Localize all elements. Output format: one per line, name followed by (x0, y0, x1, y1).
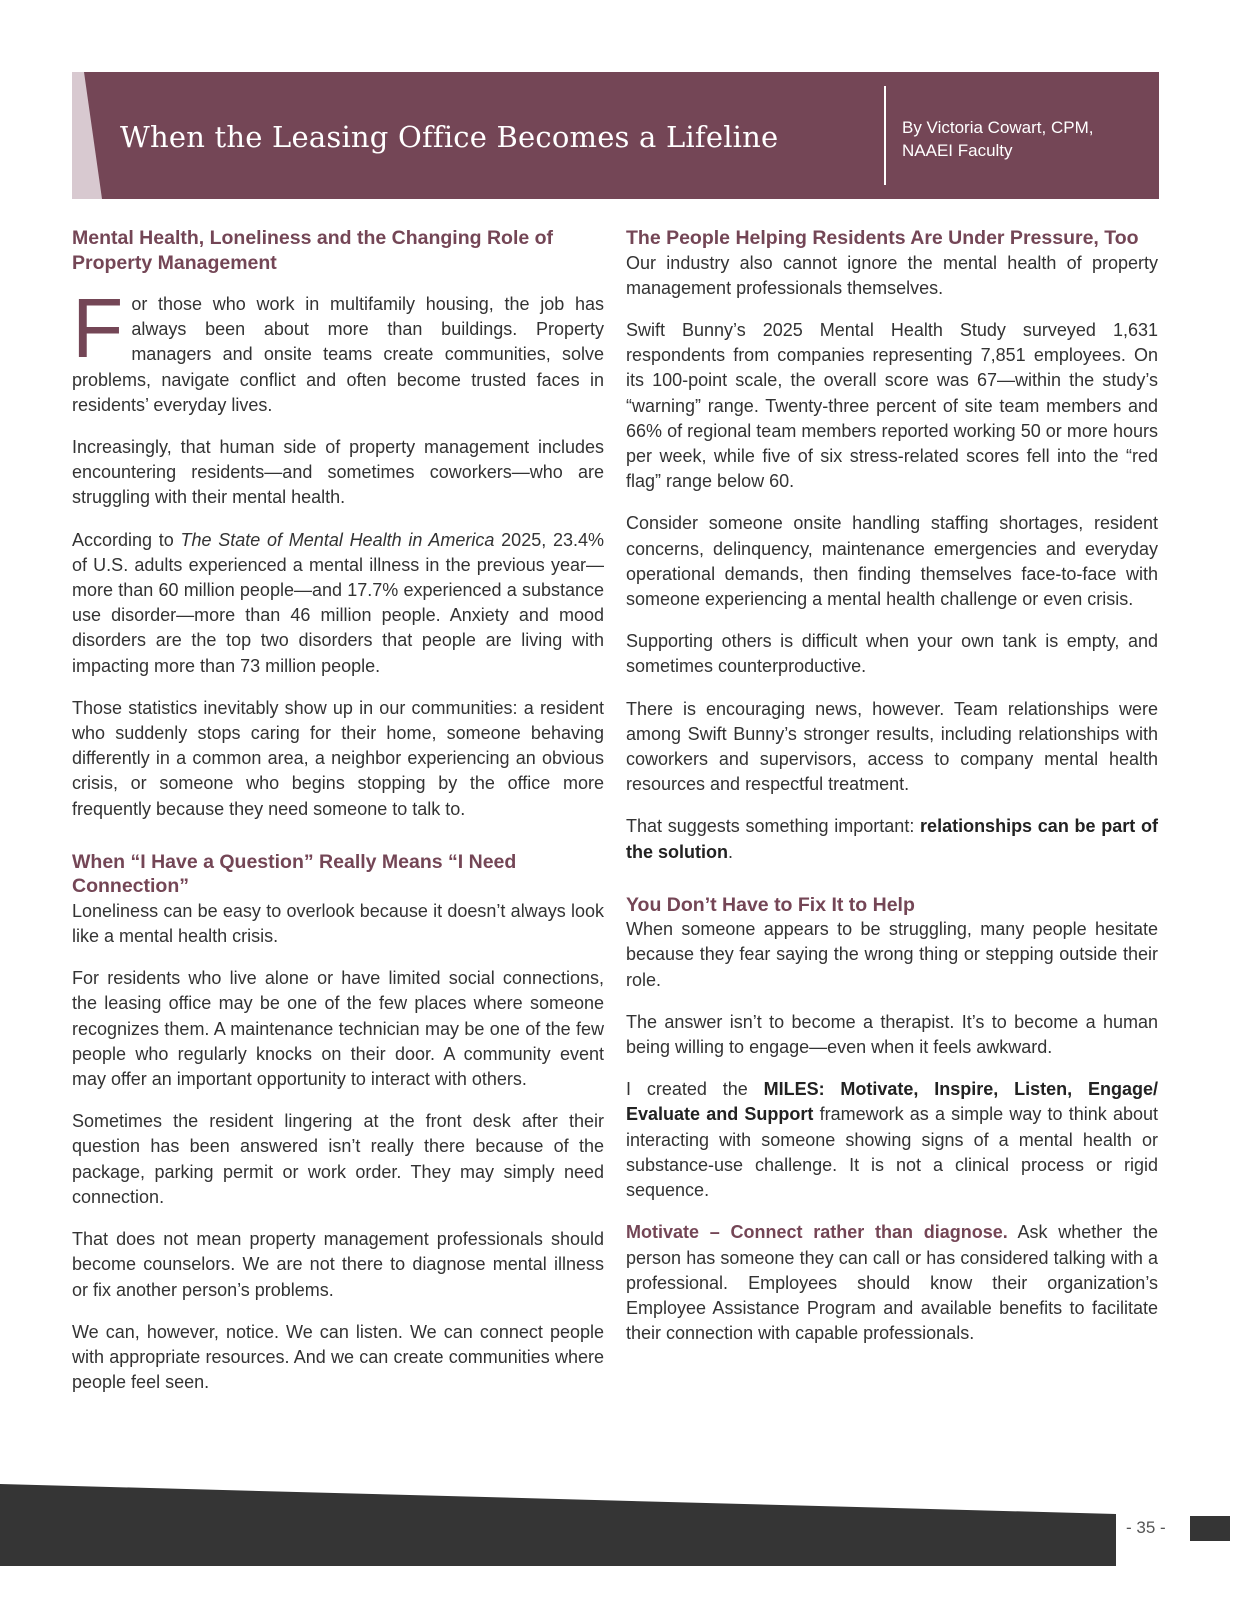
text-run: . (728, 841, 734, 862)
paragraph: Loneliness can be easy to overlook because it doesn’t always look like a mental health crisis. (72, 900, 604, 947)
paragraph: For residents who live alone or have limited social connections, the leasing office may be one of the few places where someone recognizes them. A maintenance technician may be one of the few people who regularly knocks on their door. A community event may offer an important opportunity to interact with others. (72, 968, 604, 1090)
paragraph-miles (626, 1077, 1158, 1203)
byline (902, 116, 1093, 162)
article-title: When the Leasing Office Becomes a Lifeline (120, 120, 779, 154)
paragraph: We can, however, notice. We can listen. We can connect people with appropriate resources. And we can create communities where people feel seen. (72, 1321, 604, 1393)
paragraph: That does not mean property management professionals should become counselors. We are not there to diagnose mental illness or fix another person’s problems. (72, 1229, 604, 1300)
text-run: I created the (626, 1079, 764, 1100)
paragraph: Supporting others is difficult when your own tank is empty, and sometimes counterproductive. (626, 631, 1158, 677)
section-heading-help: You Don’t Have to Fix It to Help (626, 893, 915, 916)
footer-band (0, 1484, 1236, 1566)
footer-tab (1190, 1516, 1230, 1541)
text-run: According to (72, 529, 181, 550)
paragraph: Sometimes the resident lingering at the front desk after their question has been answered isn’t really there because of the package, parking permit or work order. They may simply need connection. (72, 1111, 604, 1207)
text-run: That suggests something important: (626, 816, 921, 837)
paragraph-relationships (626, 814, 1158, 864)
bold-phrase: relationships can be part of the solution (626, 816, 1158, 862)
paragraph: The answer isn’t to become a therapist. It’s to become a human being willing to engage—even when it feels awkward. (626, 1011, 1158, 1058)
right-column (626, 226, 1158, 1363)
page-number: - 35 - (1126, 1518, 1166, 1537)
header-divider (884, 86, 886, 185)
byline-affiliation: NAAEI Faculty (902, 141, 1013, 160)
paragraph: Those statistics inevitably show up in our communities: a resident who suddenly stops caring for their home, someone behaving differently in a common area, a neighbor experiencing an obvious crisis, or someone who begins stopping by the office more frequently because they need someone to talk to. (72, 697, 604, 819)
paragraph: Our industry also cannot ignore the mental health of property management professionals themselves. (626, 252, 1158, 298)
paragraph-intro-text: or those who work in multifamily housing, the job has always been about more than buildings. Property managers and onsite teams create communities, solve problems, navigate conflict and often become trusted faces in residents’ everyday lives. (72, 294, 604, 415)
motivate-lead: Motivate – Connect rather than diagnose. (626, 1222, 1008, 1243)
paragraph: There is encouraging news, however. Team relationships were among Swift Bunny’s stronger results, including relationships with coworkers and supervisors, access to company mental health resources and respectful treatment. (626, 698, 1158, 795)
paragraph: When someone appears to be struggling, many people hesitate because they fear saying the wrong thing or stepping outside their role. (626, 919, 1158, 990)
text-run: 2025, 23.4% of U.S. adults experienced a mental illness in the previous year—more than 60 million people—and 17.7% experienced a substance use disorder—more than 46 million people. Anxiety and mood disorders are the top two disorders that people are living with impacting more than 73 million people. (72, 529, 604, 676)
paragraph-motivate (626, 1220, 1158, 1346)
byline-author: By Victoria Cowart, CPM, (902, 118, 1094, 137)
text-run: framework as a simple way to think about interacting with someone showing signs of a mental health or substance-use challenge. It is not a clinical process or rigid sequence. (626, 1104, 1158, 1201)
paragraph: Increasingly, that human side of property management includes encountering residents—and sometimes coworkers—who are struggling with their mental health. (72, 437, 604, 508)
article-header (72, 72, 1159, 199)
header-accent-tab (72, 72, 102, 199)
left-column (72, 226, 604, 1412)
section-heading-pressure: The People Helping Residents Are Under Pressure, Too (626, 227, 1139, 249)
paragraph-intro (72, 281, 604, 418)
paragraph-study: Swift Bunny’s 2025 Mental Health Study surveyed 1,631 respondents from companies representing 7,851 employees. On its 100-point scale, the overall score was 67—within the study’s “warning” range. Twenty-three percent of site team members and 66% of regional team members reported working 50 or more hours per week, while five of six stress-related scores fell into the “red flag” range below 60. (626, 319, 1158, 492)
section-heading-mental-health: Mental Health, Loneliness and the Changing Role of Property Management (72, 227, 554, 274)
text-run: Ask whether the person has someone they can call or has considered talking with a professional. Employees should know their organization’s Employee Assistance Program and available benefits to facilitate their connection with capable professionals. (626, 1222, 1158, 1344)
paragraph-statistics (72, 528, 604, 679)
drop-cap: F (72, 281, 124, 375)
section-heading-connection: When “I Have a Question” Really Means “I Need Connection” (72, 850, 517, 898)
framework-name: MILES: Motivate, Inspire, Listen, Engage/ Evaluate and Support (626, 1079, 1158, 1125)
paragraph: Consider someone onsite handling staffing shortages, resident concerns, delinquency, maintenance emergencies and everyday operational demands, then finding themselves face-to-face with someone experiencing a mental health challenge or even crisis. (626, 513, 1158, 609)
publication-title: The State of Mental Health in America (180, 529, 495, 550)
